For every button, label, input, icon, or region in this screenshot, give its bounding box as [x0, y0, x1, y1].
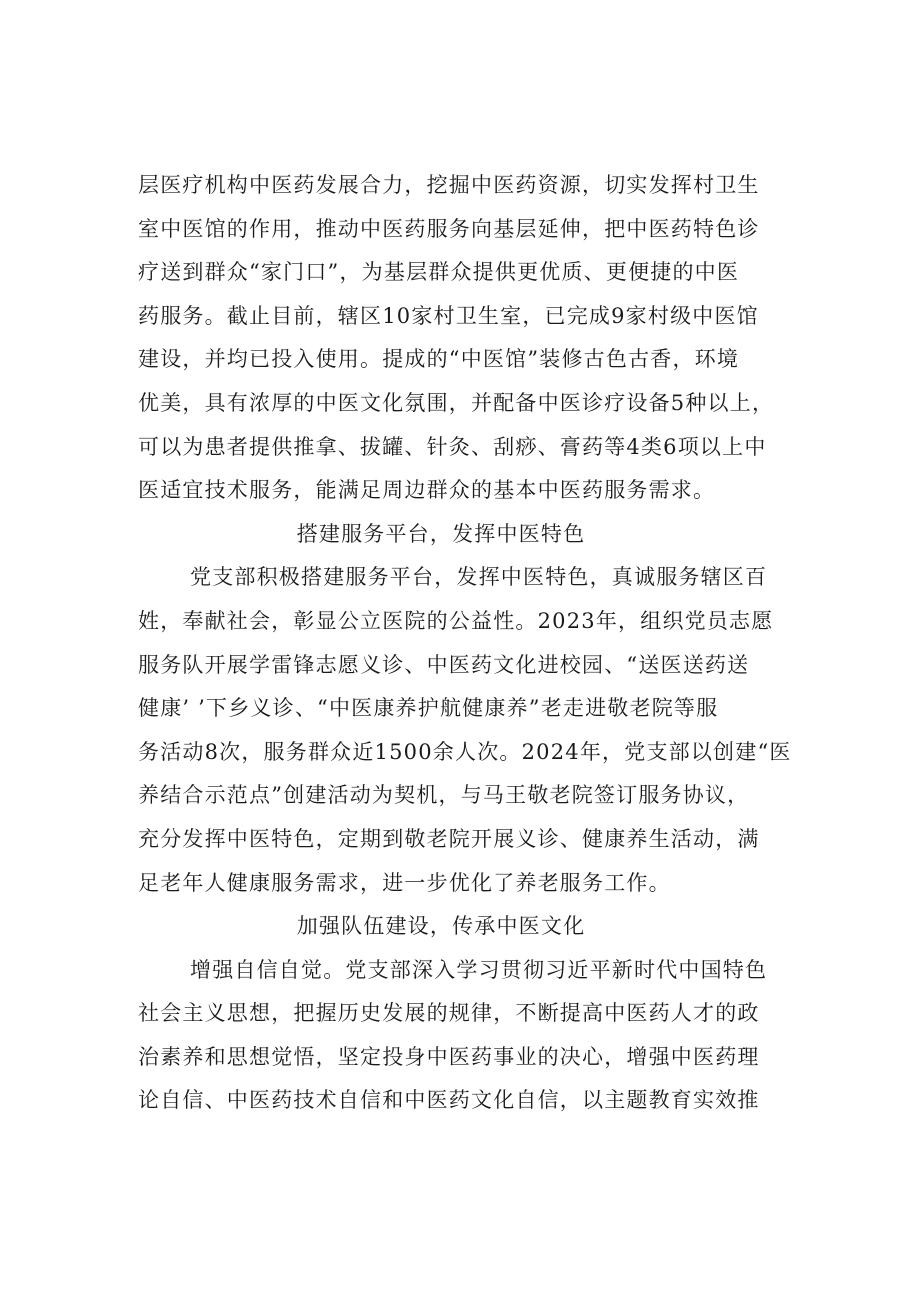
paragraph-line: 室中医馆的作用，推动中医药服务向基层延伸，把中医药特色诊: [138, 216, 760, 241]
paragraph-line: 足老年人健康服务需求，进一步优化了养老服务工作。: [138, 870, 671, 895]
paragraph-line: 治素养和思想觉悟，坚定投身中医药事业的决心，增强中医药理: [138, 1044, 760, 1069]
paragraph-line: 务活动8次，服务群众近1500余人次。2024年，党支部以创建“医: [138, 739, 792, 764]
paragraph-line: 社会主义思想，把握历史发展的规律，不断提高中医药人才的政: [138, 1001, 760, 1026]
paragraph-line: 药服务。截止目前，辖区10家村卫生室，已完成9家村级中医馆: [138, 303, 759, 328]
paragraph-line: 层医疗机构中医药发展合力，挖掘中医药资源，切实发挥村卫生: [138, 173, 760, 197]
paragraph-line: 姓，奉献社会，彰显公立医院的公益性。2023年，组织党员志愿: [138, 608, 774, 633]
document-body: [138, 164, 792, 1123]
paragraph-line: 党支部积极搭建服务平台，发挥中医特色，真诚服务辖区百: [190, 565, 768, 590]
section-heading: 搭建服务平台，发挥中医特色: [296, 521, 586, 546]
paragraph-line: 增强自信自觉。党支部深入学习贯彻习近平新时代中国特色: [190, 957, 768, 982]
paragraph-line: 健康’ ’下乡义诊、“中医康养护航健康养”老走进敬老院等服: [138, 696, 719, 721]
paragraph-line: 医适宜技术服务，能满足周边群众的基本中医药服务需求。: [138, 478, 716, 503]
paragraph-line: 服务队开展学雷锋志愿义诊、中医药文化进校园、“送医送药送: [138, 652, 750, 677]
paragraph-line: 疗送到群众“家门口”，为基层群众提供更优质、更便捷的中医: [138, 260, 740, 285]
paragraph-line: 优美，具有浓厚的中医文化氛围，并配备中医诊疗设备5种以上，: [138, 390, 775, 415]
paragraph-line: 可以为患者提供推拿、拔罐、针灸、刮痧、膏药等4类6项以上中: [138, 434, 767, 459]
paragraph-line: 建设，并均已投入使用。提成的“中医馆”装修古色古香，环境: [138, 347, 740, 372]
paragraph-line: 论自信、中医药技术自信和中医药文化自信，以主题教育实效推: [138, 1088, 760, 1113]
section-heading: 加强队伍建设，传承中医文化: [296, 914, 586, 939]
paragraph-line: 养结合示范点”创建活动为契机，与马王敬老院签订服务协议，: [138, 783, 750, 808]
paragraph-line: 充分发挥中医特色，定期到敬老院开展义诊、健康养生活动，满: [138, 826, 760, 851]
